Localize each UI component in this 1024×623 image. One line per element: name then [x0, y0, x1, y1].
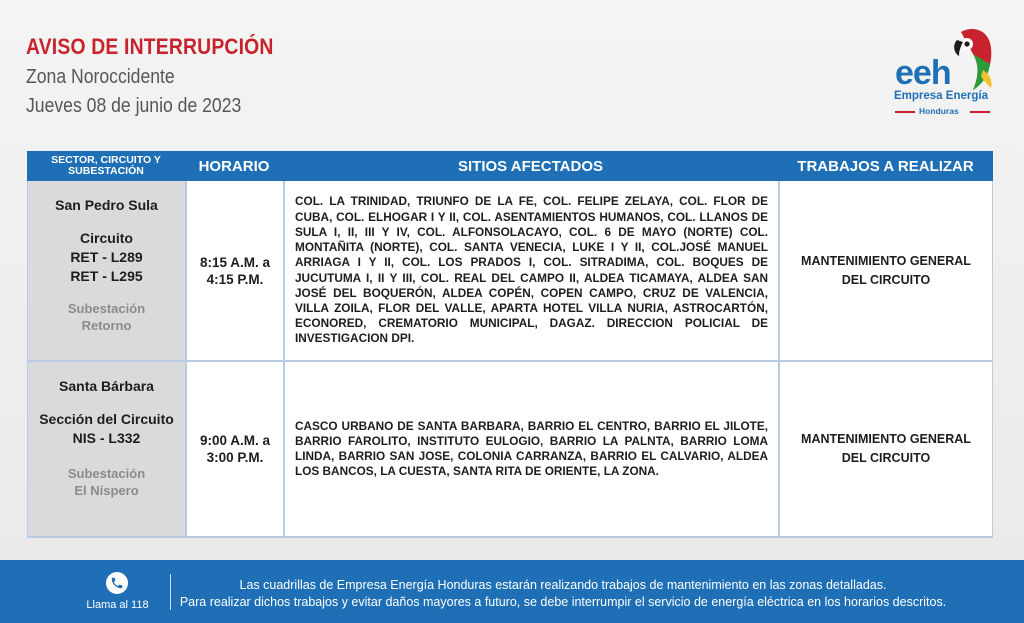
footer-line: Las cuadrillas de Empresa Energía Honduras estarán realizando trabajos de mantenimiento en las zonas detalladas. [239, 578, 887, 592]
footer-divider [170, 574, 171, 610]
substation-label: Subestación [67, 466, 146, 481]
works-cell [778, 362, 993, 536]
footer-line: Para realizar dichos trabajos y evitar daños mayores a futuro, se debe interrumpir el servicio de energía eléctrica en los horarios descritos. [179, 595, 947, 609]
zone-name: Zona Noroccidente [26, 66, 175, 88]
circuit-label: Sección del Circuito [39, 411, 174, 427]
work-description: MANTENIMIENTO GENERAL [801, 253, 971, 268]
schedule-cell [185, 181, 283, 360]
logo-country: Honduras [919, 106, 959, 116]
table-row [27, 181, 993, 362]
circuit-code: NIS - L332 [72, 430, 141, 446]
schedule-end: 3:00 P.M. [206, 450, 264, 465]
logo-rule-right [970, 111, 990, 113]
table-header [27, 151, 993, 181]
notice-title: AVISO DE INTERRUPCIÓN [26, 34, 274, 59]
logo-rule-left [895, 111, 915, 113]
logo-mark: eeh [895, 54, 951, 92]
works-cell [778, 181, 993, 360]
substation-name: El Níspero [74, 483, 139, 498]
schedule-cell [185, 362, 283, 536]
sites-cell [283, 181, 778, 360]
phone-label[interactable]: Llama al 118 [86, 599, 149, 611]
sites-cell [283, 362, 778, 536]
notice-header [26, 34, 307, 118]
circuit-code: RET - L289 [70, 249, 143, 265]
sector-cell [27, 362, 185, 536]
circuit-code: RET - L295 [70, 268, 143, 284]
header-sites: SITIOS AFECTADOS [457, 157, 603, 175]
phone-icon[interactable] [106, 572, 128, 594]
affected-sites: CASCO URBANO DE SANTA BARBARA, BARRIO EL CENTRO, BARRIO EL JILOTE, BARRIO FAROLITO, INSTITUTO EULOGIO, BARRIO LA PALNTA, BARRIO LOMA LINDA, BARRIO SAN JOSE, COLONIA CARRANZA, BARRIO EL CALVARIO, ALDEA LOS BANCOS, LA CUESTA, SANTA RITA DE ORIENTE, LA ZONA. [295, 418, 768, 479]
substation-label: Subestación [67, 301, 146, 316]
logo-brand: Empresa Energía [894, 90, 988, 102]
notice-date: Jueves 08 de junio de 2023 [26, 95, 242, 117]
schedule-start: 9:00 A.M. a [199, 433, 271, 448]
schedule-end: 4:15 P.M. [206, 271, 264, 287]
substation-name: Retorno [81, 318, 132, 333]
header-sector: SECTOR, CIRCUITO Y SUBESTACIÓN [51, 154, 161, 177]
footer-banner [0, 560, 1024, 623]
sector-cell [27, 181, 185, 360]
header-works: TRABAJOS A REALIZAR [797, 157, 974, 175]
work-description: DEL CIRCUITO [841, 272, 931, 287]
circuit-label: Circuito [80, 230, 133, 246]
table-row [27, 362, 993, 538]
sector-name: San Pedro Sula [55, 197, 158, 213]
schedule-start: 8:15 A.M. a [199, 254, 271, 270]
work-description: MANTENIMIENTO GENERAL [801, 432, 971, 446]
header-schedule: HORARIO [198, 157, 270, 175]
affected-sites: COL. LA TRINIDAD, TRIUNFO DE LA FE, COL. FELIPE ZELAYA, COL. FLOR DE CUBA, COL. ELHOGAR I Y II, COL. ASENTAMIENTOS HUMANOS, COL. LLANOS DE SULA I, II, III Y IV, COL. ALFONSOLACAYO, COL. 6 DE MAYO (NORTE) COL. MONTAÑITA (NORTE), COL. SANTA VENECIA, LUKE I Y II, COL.JOSÉ MANUEL ARRIAGA I Y II, COL. LOS PRADOS I, COL. SITRADIMA, COL. BOQUES DE JUCUTUMA I, II Y III, COL. REAL DEL CAMPO II, ALDEA TICAMAYA, ALDEA SAN JOSÉ DEL BOQUERÓN, ALDEA COPÉN, COPEN CAMPO, CRUZ DE VALENCIA, VILLA ZOILA, FLOR DEL VALLE, APARTA HOTEL VILLA NURIA, ASTROCARTÓN, ECONORED, CREMATORIO MUNICIPAL, DAGAZ. DIRECCION POLICIAL DE INVESTIGACION DPI. [295, 194, 768, 346]
work-description: DEL CIRCUITO [841, 451, 931, 465]
eeh-logo [893, 26, 1003, 118]
footer-message [178, 577, 948, 611]
sector-name: Santa Bárbara [59, 378, 154, 394]
interruption-table [27, 151, 993, 538]
